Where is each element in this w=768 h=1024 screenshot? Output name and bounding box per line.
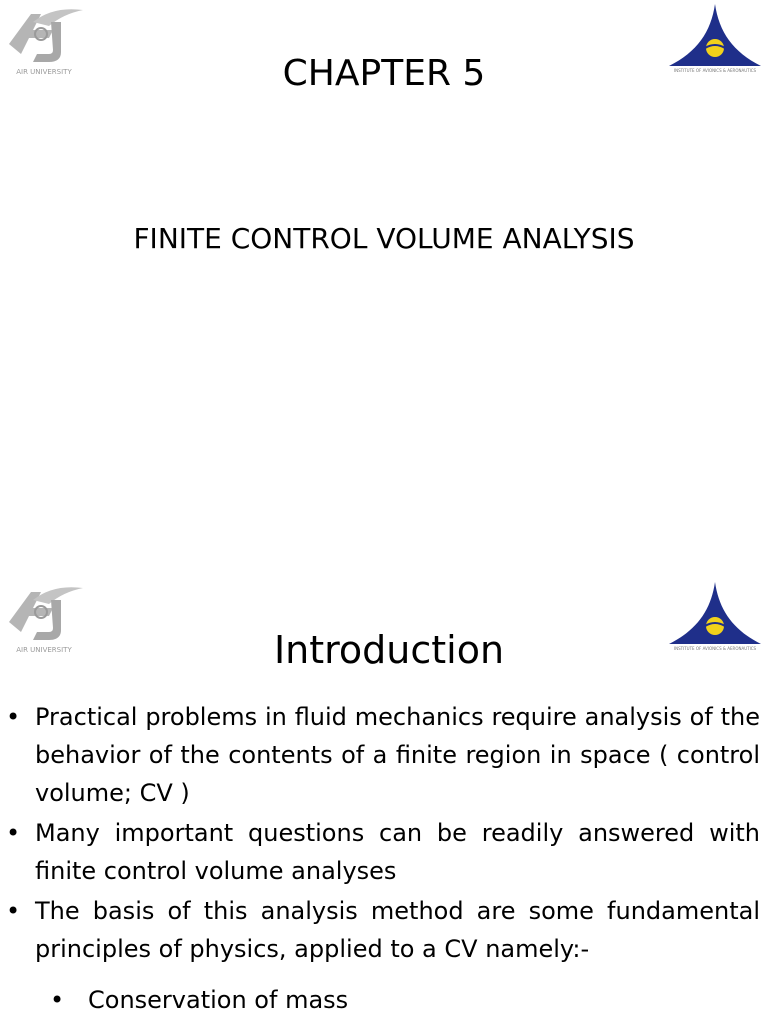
bullet-list xyxy=(0,698,768,970)
institute-logo-text: INSTITUTE OF AVIONICS & AERONAUTICS xyxy=(673,68,757,73)
bullet-item xyxy=(0,698,768,812)
air-university-logo-text: AIR UNIVERSITY xyxy=(16,646,72,654)
bullet-dot-icon: • xyxy=(6,897,21,925)
introduction-heading: Introduction xyxy=(273,628,505,672)
chapter-title: CHAPTER 5 xyxy=(282,53,486,94)
bullet-item xyxy=(0,892,768,968)
sub-bullet-item xyxy=(0,980,768,1020)
sub-bullet-list xyxy=(0,980,768,1020)
bullet-dot-icon: • xyxy=(6,703,21,731)
institute-logo-text: INSTITUTE OF AVIONICS & AERONAUTICS xyxy=(673,646,757,651)
bullet-dot-icon: • xyxy=(50,986,65,1014)
chapter-subtitle: FINITE CONTROL VOLUME ANALYSIS xyxy=(133,222,635,255)
bullet-dot-icon: • xyxy=(6,819,21,847)
sub-bullet-text: Conservation of mass xyxy=(88,986,349,1014)
bullet-text: Practical problems in fluid mechanics require analysis of the behavior of the contents of a finite region in space ( control volume; CV ) xyxy=(35,703,760,807)
institute-logo xyxy=(667,580,763,652)
air-university-logo-text: AIR UNIVERSITY xyxy=(16,68,72,76)
institute-logo xyxy=(667,2,763,74)
slide-introduction xyxy=(0,576,768,1024)
bullet-text: Many important questions can be readily answered with finite control volume analyses xyxy=(35,819,760,885)
bullet-text: The basis of this analysis method are some fundamental principles of physics, applied to a CV namely:- xyxy=(35,897,760,963)
bullet-item xyxy=(0,814,768,890)
